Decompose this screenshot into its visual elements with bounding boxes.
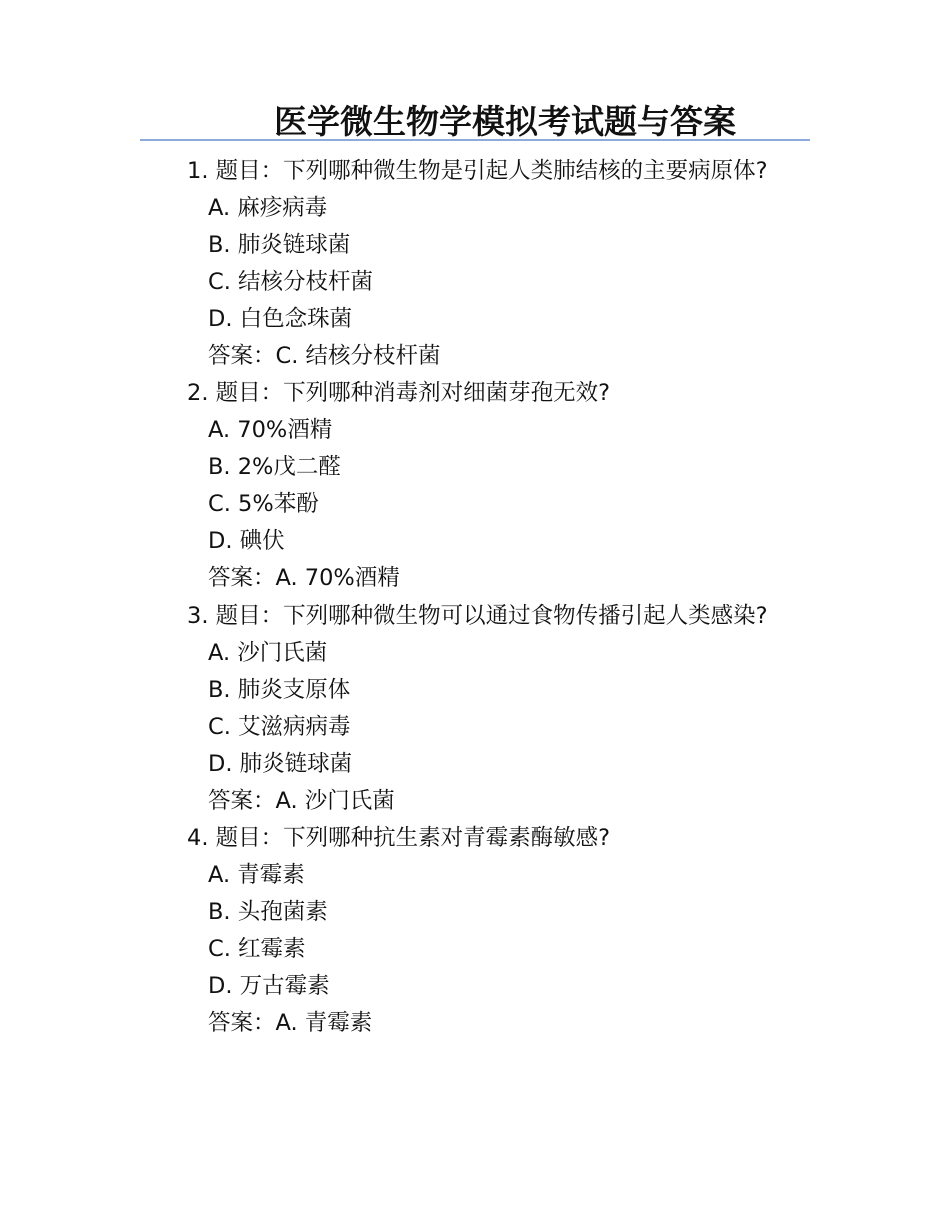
option-d: D. 肺炎链球菌 <box>208 751 353 777</box>
option-b: B. 肺炎支原体 <box>208 677 351 703</box>
question-4 <box>140 820 800 1042</box>
option-a: A. 麻疹病毒 <box>208 195 328 221</box>
question-1 <box>140 152 800 375</box>
question-stem: 4. 题目：下列哪种抗生素对青霉素酶敏感? <box>187 825 611 851</box>
answer-line: 答案：A. 70%酒精 <box>208 565 400 591</box>
option-d: D. 白色念珠菌 <box>208 306 353 332</box>
option-b: B. 头孢菌素 <box>208 899 328 925</box>
answer-line: 答案：A. 青霉素 <box>208 1010 373 1036</box>
option-d: D. 万古霉素 <box>208 973 330 999</box>
answer-line: 答案：C. 结核分枝杆菌 <box>208 343 441 369</box>
option-a: A. 70%酒精 <box>208 417 333 443</box>
document-title: 医学微生物学模拟考试题与答案 <box>274 102 736 141</box>
question-stem: 1. 题目：下列哪种微生物是引起人类肺结核的主要病原体? <box>187 158 768 184</box>
option-c: C. 艾滋病病毒 <box>208 714 351 740</box>
option-c: C. 5%苯酚 <box>208 491 319 517</box>
option-a: A. 沙门氏菌 <box>208 640 328 666</box>
option-b: B. 2%戊二醛 <box>208 454 341 480</box>
question-stem: 3. 题目：下列哪种微生物可以通过食物传播引起人类感染? <box>187 603 768 629</box>
option-b: B. 肺炎链球菌 <box>208 232 351 258</box>
option-d: D. 碘伏 <box>208 528 285 554</box>
answer-line: 答案：A. 沙门氏菌 <box>208 788 395 814</box>
option-a: A. 青霉素 <box>208 862 305 888</box>
question-stem: 2. 题目：下列哪种消毒剂对细菌芽孢无效? <box>187 380 611 406</box>
question-3 <box>140 597 800 820</box>
question-list <box>140 152 800 1042</box>
option-c: C. 结核分枝杆菌 <box>208 269 374 295</box>
question-2 <box>140 375 800 597</box>
option-c: C. 红霉素 <box>208 936 306 962</box>
title-underline <box>140 139 810 141</box>
